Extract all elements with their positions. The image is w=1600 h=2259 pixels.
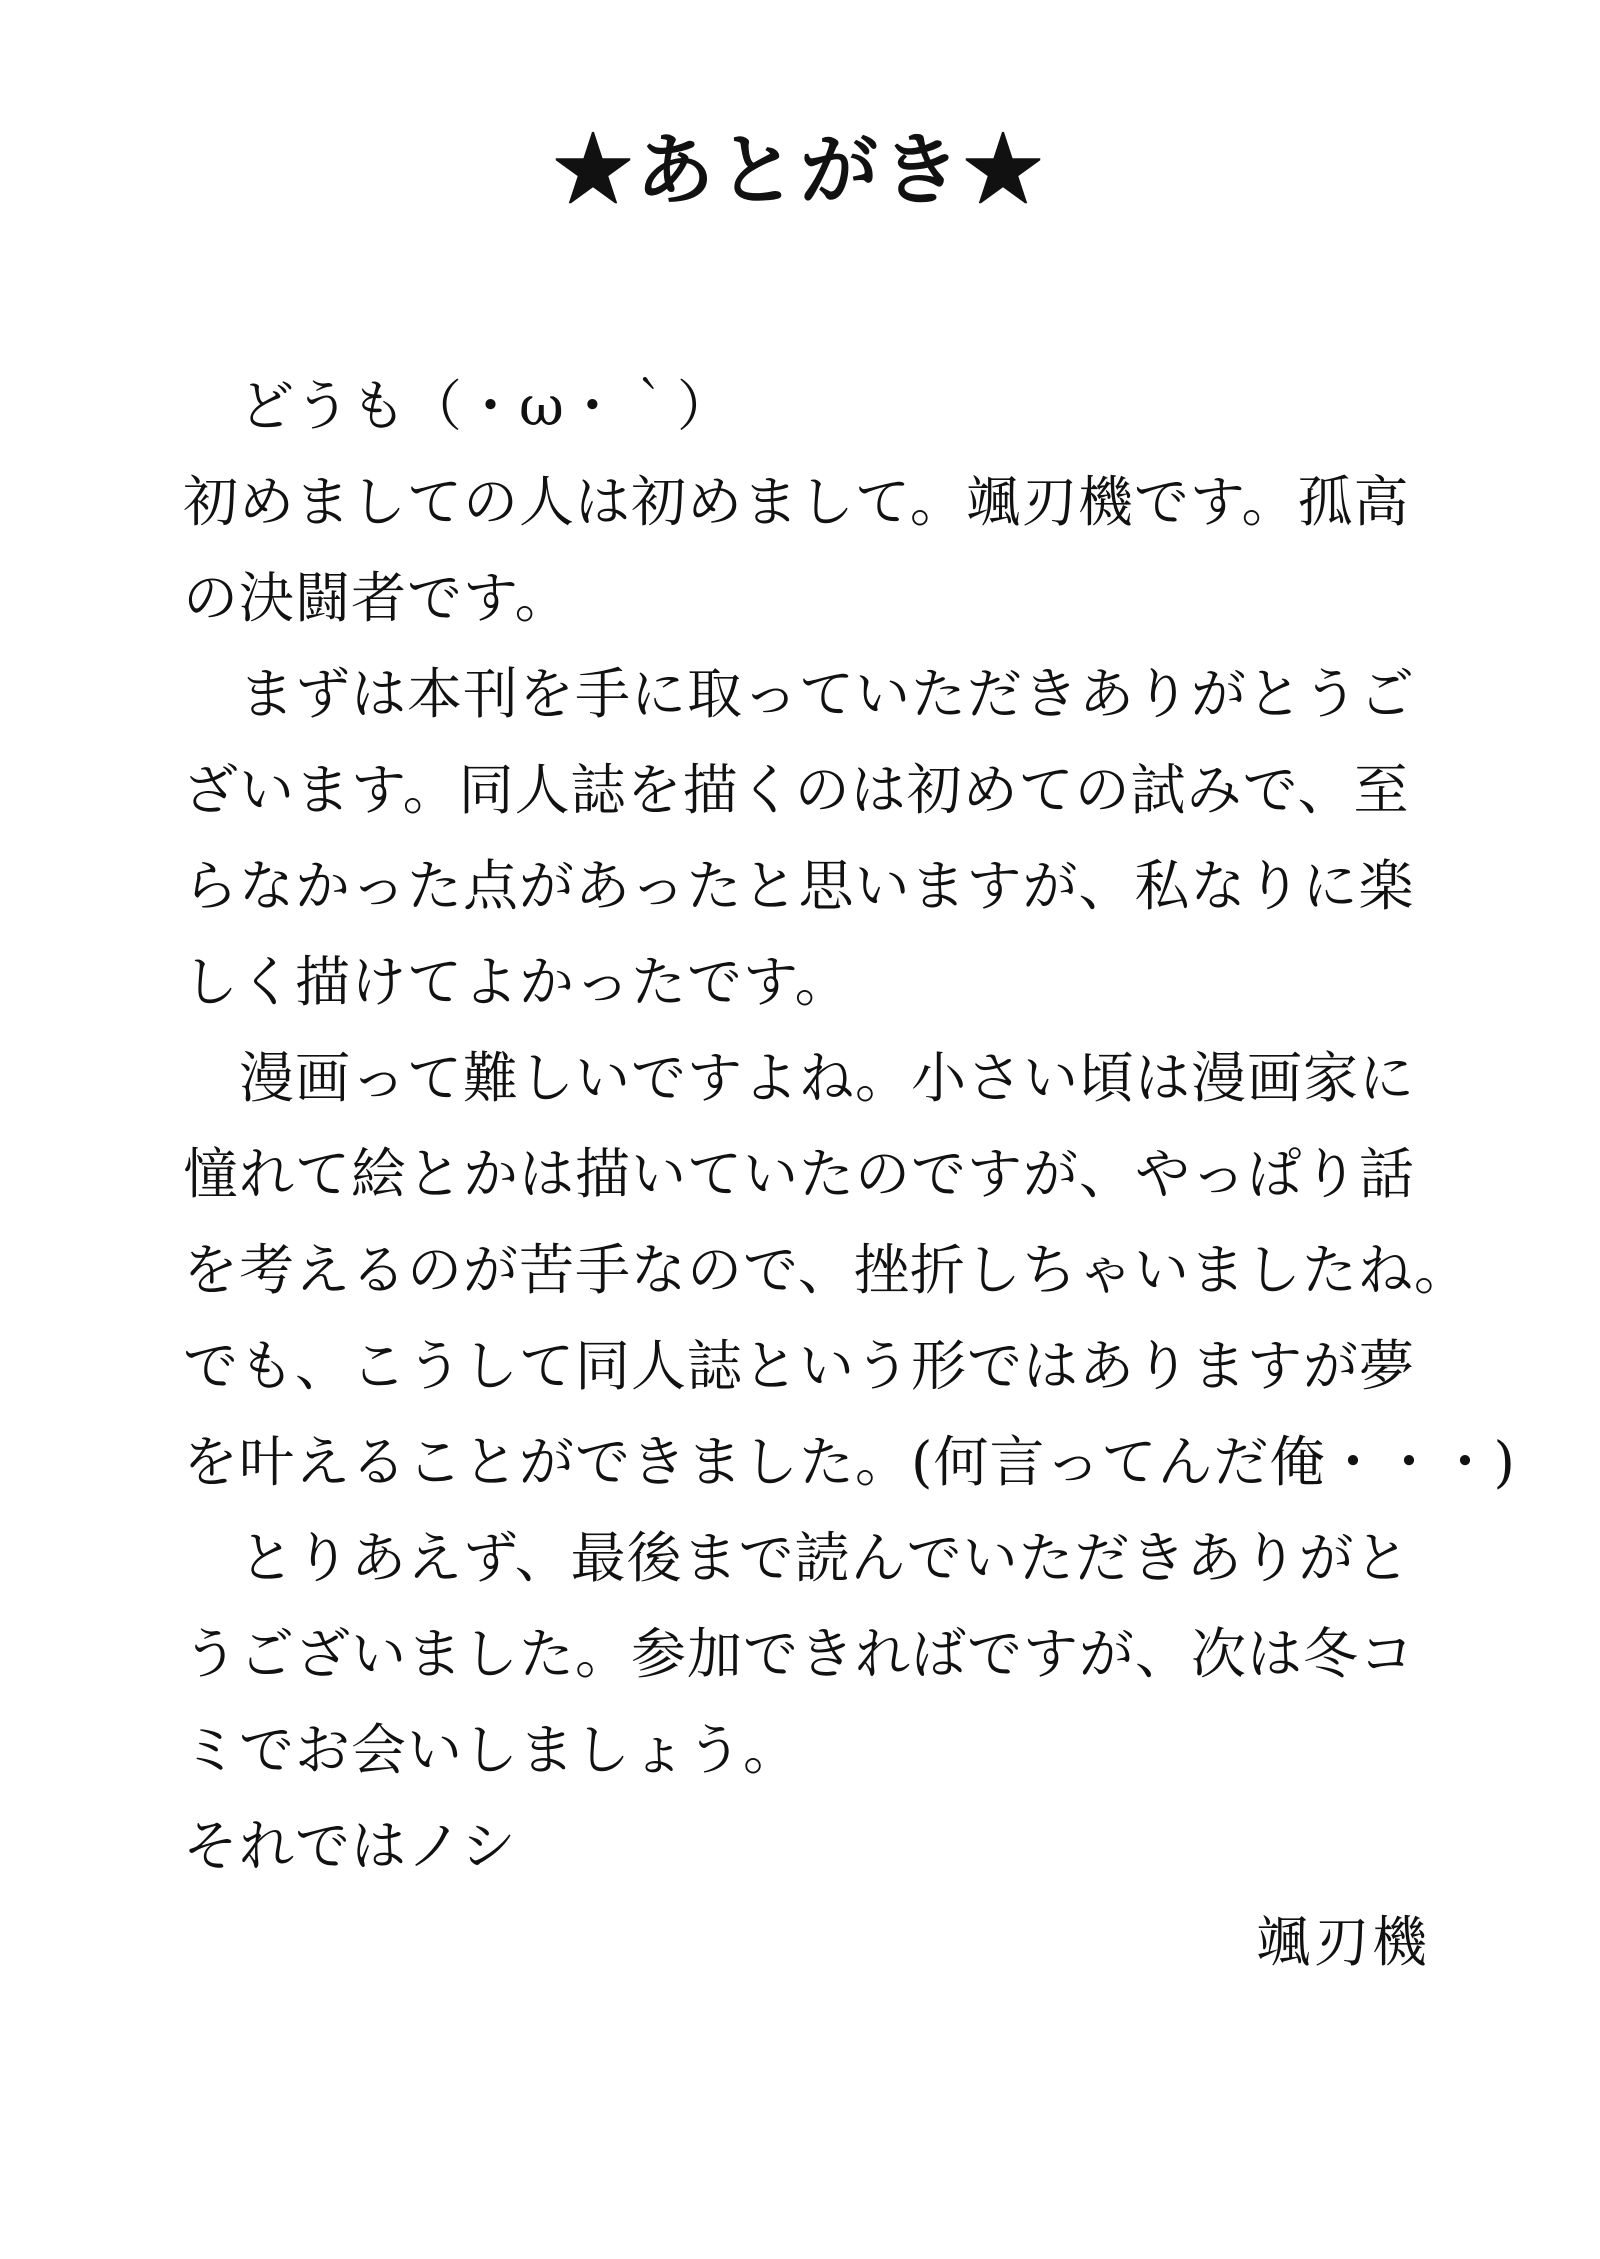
afterword-line: 憧れて絵とかは描いていたのですが、やっぱり話 [183,1142,1416,1206]
afterword-line: の決闘者です。 [183,566,571,630]
page-title: ★あとがき★ [553,125,1046,216]
afterword-line: とりあえず、最後まで読んでいただきありがと [239,1526,1411,1590]
afterword-line: 漫画って難しいですよね。小さい頃は漫画家に [239,1046,1416,1110]
afterword-line: まずは本刊を手に取っていただきありがとうご [239,662,1416,726]
afterword-line: それではノシ [183,1814,517,1878]
afterword-line: 初めましての人は初めまして。颯刃機です。孤高 [183,470,1410,534]
afterword-line: を叶えることができました。(何言ってんだ俺・・・) [183,1430,1516,1494]
afterword-line: うございました。参加できればですが、次は冬コ [183,1622,1416,1686]
afterword-line: ざいます。同人誌を描くのは初めての試みで、至 [183,758,1410,822]
afterword-line: らなかった点があったと思いますが、私なりに楽 [183,854,1415,918]
afterword-line: ミでお会いしましょう。 [183,1718,800,1782]
afterword-line: でも、こうして同人誌という形ではありますが夢 [183,1334,1416,1398]
afterword-line: を考えるのが苦手なので、挫折しちゃいましたね。 [183,1238,1470,1302]
author-signature: 颯刃機 [1255,1910,1430,1974]
afterword-body [183,358,1516,1990]
afterword-line: どうも（・ω・｀） [239,374,733,438]
afterword-line: しく描けてよかったです。 [183,950,851,1014]
